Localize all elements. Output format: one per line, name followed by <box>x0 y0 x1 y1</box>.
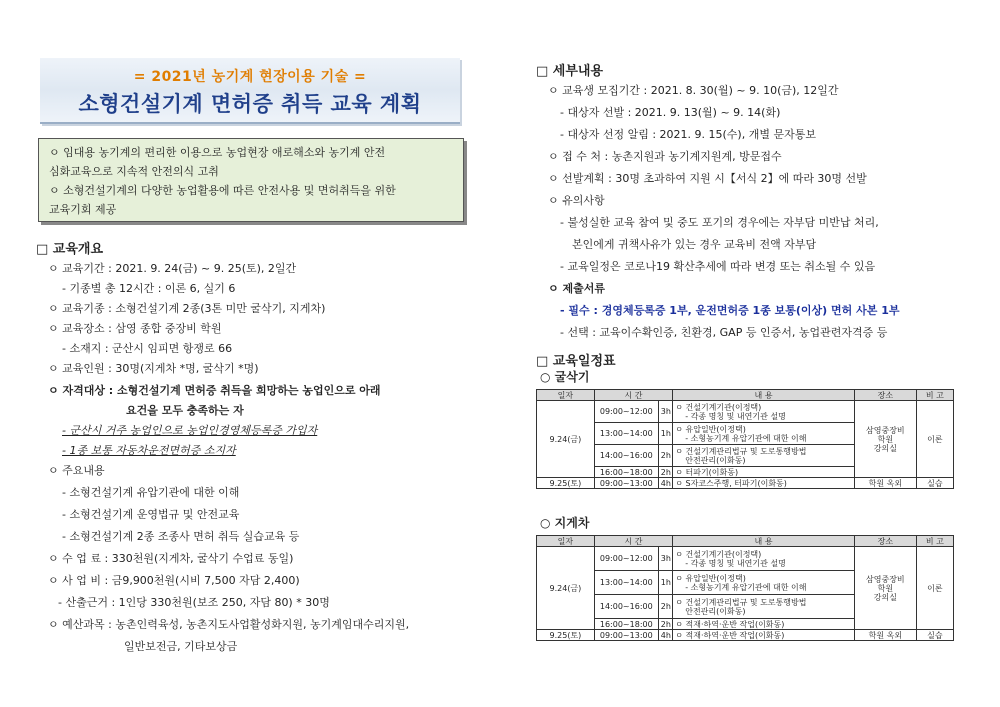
col-content: 내 용 <box>673 536 855 547</box>
overview-place: ㅇ 교육장소 : 삼영 종합 중장비 학원 <box>48 322 222 335</box>
table-row <box>537 630 954 641</box>
overview-machine: ㅇ 교육기종 : 소형건설기계 2종(3톤 미만 굴삭기, 지게차) <box>48 302 326 315</box>
time-cell: 13:00~14:00 <box>594 423 658 445</box>
details-apply: ㅇ 접 수 처 : 농촌지원과 농기계지원계, 방문접수 <box>548 150 782 163</box>
overview-target-cont: 요건을 모두 충족하는 자 <box>126 404 244 417</box>
purpose-box <box>38 138 464 222</box>
docs-heading: ㅇ 제출서류 <box>548 282 605 295</box>
overview-fee: ㅇ 수 업 료 : 330천원(지게차, 굴삭기 수업료 동일) <box>48 552 294 565</box>
col-place: 장소 <box>854 390 916 401</box>
overview-target: ㅇ 자격대상 : 소형건설기계 면허증 취득을 희망하는 농업인으로 아래 <box>48 384 381 397</box>
overview-budget-items: ㅇ 예산과목 : 농촌인력육성, 농촌지도사업활성화지원, 농기계임대수리지원, <box>48 618 410 631</box>
note-item: - 불성실한 교육 참여 및 중도 포기의 경우에는 자부담 미반납 처리, <box>560 216 879 229</box>
content-cell: ㅇ 유압일반(이정택) - 소형농기계 유압기관에 대한 이해 <box>673 423 855 445</box>
time-cell: 14:00~16:00 <box>594 595 658 619</box>
hours-cell: 1h <box>658 423 672 445</box>
date-cell: 9.24(금) <box>537 547 595 630</box>
hours-cell: 3h <box>658 547 672 571</box>
details-notify: - 대상자 선정 알림 : 2021. 9. 15(수), 개별 문자통보 <box>560 128 816 141</box>
purpose-line: ㅇ 소형건설기계의 다양한 농업활용에 따른 안전사용 및 면허취득을 위한 <box>49 184 396 197</box>
forklift-schedule-table <box>536 535 954 641</box>
notes-heading: ㅇ 유의사항 <box>548 194 605 207</box>
content-cell: ㅇ 건설기계기관(이정택) - 각종 명칭 및 내연기관 설명 <box>673 401 855 423</box>
place-cell: 삼영중장비 학원 강의실 <box>854 547 916 630</box>
time-cell: 16:00~18:00 <box>594 467 658 478</box>
col-date: 일자 <box>537 390 595 401</box>
hours-cell: 4h <box>658 478 672 489</box>
table-row <box>537 401 954 423</box>
overview-hours: - 기종별 총 12시간 : 이론 6, 실기 6 <box>62 282 236 295</box>
overview-people: ㅇ 교육인원 : 30명(지게차 *명, 굴삭기 *명) <box>48 362 259 375</box>
date-cell: 9.25(토) <box>537 478 595 489</box>
time-cell: 09:00~13:00 <box>594 630 658 641</box>
time-cell: 16:00~18:00 <box>594 619 658 630</box>
col-date: 일자 <box>537 536 595 547</box>
table-header-row <box>537 390 954 401</box>
overview-period: ㅇ 교육기간 : 2021. 9. 24(금) ~ 9. 25(토), 2일간 <box>48 262 297 275</box>
content-cell: ㅇ 적재·하역·운반 작업(이화동) <box>673 630 855 641</box>
overview-heading: □ 교육개요 <box>36 242 104 257</box>
time-cell: 09:00~12:00 <box>594 547 658 571</box>
hours-cell: 2h <box>658 467 672 478</box>
purpose-line: ㅇ 임대용 농기계의 편리한 이용으로 농업현장 애로해소와 농기계 안전 <box>49 146 386 159</box>
hours-cell: 4h <box>658 630 672 641</box>
document-title: 소형건설기계 면허증 취득 교육 계획 <box>78 92 422 116</box>
hours-cell: 2h <box>658 595 672 619</box>
content-cell: ㅇ 터파기(이화동) <box>673 467 855 478</box>
overview-address: - 소재지 : 군산시 임피면 항쟁로 66 <box>62 342 233 355</box>
content-cell: ㅇ S자코스주행, 터파기(이화동) <box>673 478 855 489</box>
content-cell: ㅇ 건설기계관리법규 및 도로통행방법 안전관리(이화동) <box>673 445 855 467</box>
hours-cell: 1h <box>658 571 672 595</box>
table-row <box>537 547 954 571</box>
place-cell: 학원 옥외 <box>854 478 916 489</box>
content-item: - 소형건설기계 유압기관에 대한 이해 <box>62 486 240 499</box>
note-cell: 실습 <box>916 630 953 641</box>
place-cell: 학원 옥외 <box>854 630 916 641</box>
overview-basis: - 산출근거 : 1인당 330천원(보조 250, 자담 80) * 30명 <box>58 596 330 609</box>
content-cell: ㅇ 건설기계기관(이정택) - 각종 명칭 및 내연기관 설명 <box>673 547 855 571</box>
col-time: 시 간 <box>594 390 672 401</box>
forklift-title: ○ 지게차 <box>540 516 590 530</box>
docs-required: - 필수 : 경영체등록증 1부, 운전면허증 1종 보통(이상) 면허 사본 1부 <box>560 304 900 317</box>
col-place: 장소 <box>854 536 916 547</box>
excavator-schedule-table <box>536 389 954 489</box>
excavator-title: ○ 굴삭기 <box>540 370 590 384</box>
col-note: 비 고 <box>916 390 953 401</box>
time-cell: 13:00~14:00 <box>594 571 658 595</box>
purpose-line: 교육기회 제공 <box>49 203 117 216</box>
date-cell: 9.24(금) <box>537 401 595 478</box>
content-cell: ㅇ 건설기계관리법규 및 도로통행방법 안전관리(이화동) <box>673 595 855 619</box>
hours-cell: 3h <box>658 401 672 423</box>
content-heading: ㅇ 주요내용 <box>48 464 105 477</box>
schedule-heading: □ 교육일정표 <box>536 354 616 369</box>
requirement-resident: - 군산시 거주 농업인으로 농업인경영체등록증 가입자 <box>62 424 318 437</box>
col-content: 내 용 <box>673 390 855 401</box>
table-header-row <box>537 536 954 547</box>
requirement-license: - 1종 보통 자동차운전면허증 소지자 <box>62 444 236 457</box>
note-item-cont: 본인에게 귀책사유가 있는 경우 교육비 전액 자부담 <box>572 238 817 251</box>
overview-budget-items-cont: 일반보전금, 기타보상금 <box>124 640 238 653</box>
hours-cell: 2h <box>658 619 672 630</box>
details-plan: ㅇ 선발계획 : 30명 초과하여 지원 시【서식 2】에 따라 30명 선발 <box>548 172 867 185</box>
col-time: 시 간 <box>594 536 672 547</box>
overview-budget: ㅇ 사 업 비 : 금9,900천원(시비 7,500 자담 2,400) <box>48 574 300 587</box>
time-cell: 09:00~13:00 <box>594 478 658 489</box>
purpose-line: 심화교육으로 지속적 안전의식 고취 <box>49 165 219 178</box>
content-cell: ㅇ 적재·하역·운반 작업(이화동) <box>673 619 855 630</box>
content-item: - 소형건설기계 운영법규 및 안전교육 <box>62 508 240 521</box>
col-note: 비 고 <box>916 536 953 547</box>
time-cell: 09:00~12:00 <box>594 401 658 423</box>
details-select: - 대상자 선발 : 2021. 9. 13(월) ~ 9. 14(화) <box>560 106 781 119</box>
place-cell: 삼영중장비 학원 강의실 <box>854 401 916 478</box>
hours-cell: 2h <box>658 445 672 467</box>
note-item: - 교육일정은 코로나19 확산추세에 따라 변경 또는 취소될 수 있음 <box>560 260 876 273</box>
note-cell: 실습 <box>916 478 953 489</box>
table-row <box>537 478 954 489</box>
document-subtitle: = 2021년 농기계 현장이용 기술 = <box>133 69 367 85</box>
date-cell: 9.25(토) <box>537 630 595 641</box>
content-cell: ㅇ 유압일반(이정택) - 소형농기계 유압기관에 대한 이해 <box>673 571 855 595</box>
details-recruit: ㅇ 교육생 모집기간 : 2021. 8. 30(월) ~ 9. 10(금), 12일간 <box>548 84 839 97</box>
content-item: - 소형건설기계 2종 조종사 면허 취득 실습교육 등 <box>62 530 300 543</box>
note-cell: 이론 <box>916 401 953 478</box>
time-cell: 14:00~16:00 <box>594 445 658 467</box>
note-cell: 이론 <box>916 547 953 630</box>
docs-optional: - 선택 : 교육이수확인증, 친환경, GAP 등 인증서, 농업관련자격증 등 <box>560 326 888 339</box>
details-heading: □ 세부내용 <box>536 64 604 79</box>
